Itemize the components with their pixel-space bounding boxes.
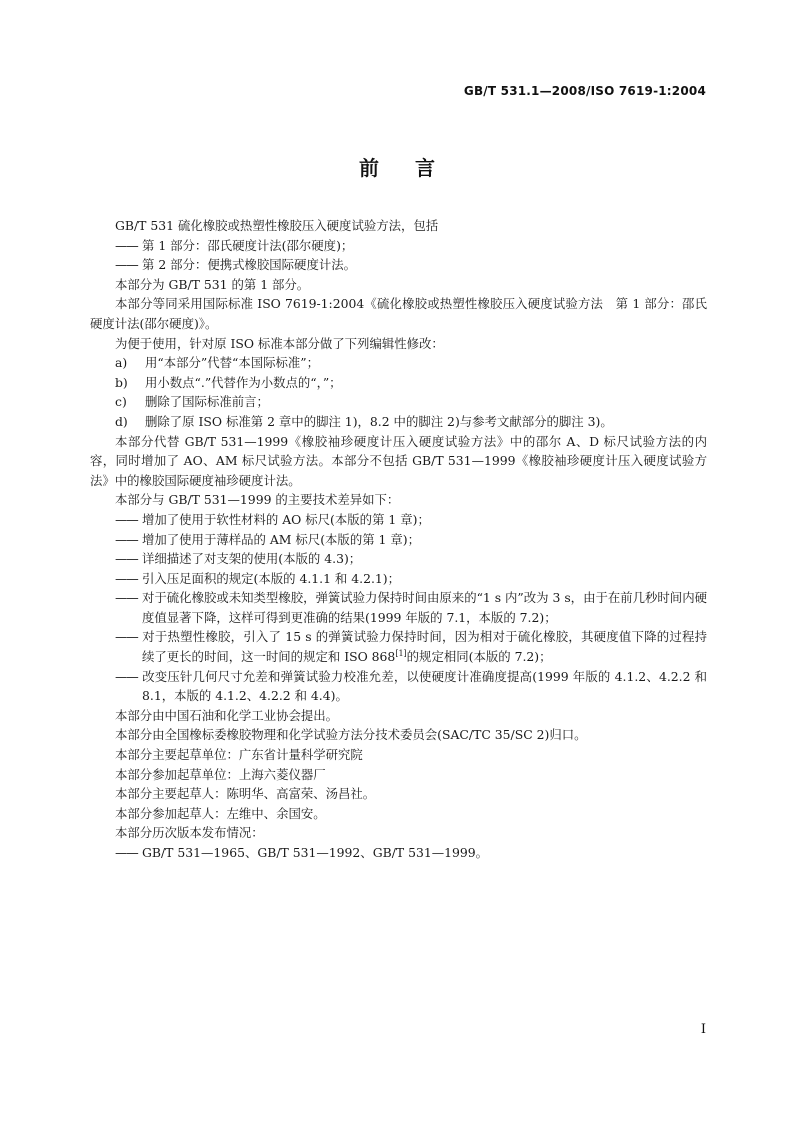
paragraph: 本部分主要起草人：陈明华、高富荣、汤昌社。: [115, 786, 376, 802]
page-title: 前言: [359, 156, 471, 180]
paragraph: 为便于使用，针对原 ISO 标准本部分做了下列编辑性修改：: [115, 335, 444, 351]
list-item: [90, 412, 707, 432]
dash-item: [90, 236, 707, 256]
dash-mark: ——: [115, 531, 138, 547]
dash-mark: ——: [115, 668, 138, 684]
paragraph: 本部分为 GB/T 531 的第 1 部分。: [115, 276, 310, 292]
dash-item-text: 增加了使用于薄样品的 AM 标尺(本版的第 1 章)；: [142, 531, 420, 547]
dash-item-text: 增加了使用于软性材料的 AO 标尺(本版的第 1 章)；: [142, 511, 430, 527]
paragraph: 本部分参加起草单位：上海六菱仪器厂: [115, 766, 326, 782]
paragraph: 本部分参加起草人：左维中、余国安。: [115, 805, 326, 821]
dash-item-text: 第 1 部分：邵氏硬度计法(邵尔硬度)；: [142, 237, 354, 253]
dash-item: [90, 255, 707, 275]
paragraph: 本部分主要起草单位：广东省计量科学研究院: [115, 747, 363, 763]
paragraph: 本部分由全国橡标委橡胶物理和化学试验方法分技术委员会(SAC/TC 35/SC 2)归口。: [115, 727, 587, 743]
dash-item: [90, 569, 707, 589]
paragraph: 本部分与 GB/T 531—1999 的主要技术差异如下：: [115, 492, 400, 508]
dash-item: [90, 530, 707, 550]
dash-item-text: 对于热塑性橡胶，引入了 15 s 的弹簧试验力保持时间，因为相对于硫化橡胶，其硬度值下降的过程持续了更长的时间，这一时间的规定和 ISO 868: [142, 629, 707, 665]
list-text: 用“本部分”代替“本国际标准”；: [145, 355, 320, 371]
paragraph: 本部分由中国石油和化学工业协会提出。: [115, 707, 339, 723]
dash-item-text: 第 2 部分：便携式橡胶国际硬度计法。: [142, 257, 357, 273]
list-label: b): [115, 374, 128, 390]
dash-mark: ——: [115, 590, 138, 606]
list-label: a): [115, 355, 128, 371]
dash-mark: ——: [115, 845, 138, 860]
dash-item: [90, 667, 707, 706]
dash-item-text: GB/T 531—1965、GB/T 531—1992、GB/T 531—1999。: [142, 845, 489, 860]
document-body: [90, 216, 707, 863]
dash-item-text: 的规定相同(本版的 7.2)；: [406, 649, 552, 665]
list-text: 删除了国际标准前言；: [145, 394, 269, 410]
dash-item-text: 引入压足面积的规定(本版的 4.1.1 和 4.2.1)；: [142, 570, 401, 586]
dash-item-text: 详细描述了对支架的使用(本版的 4.3)；: [142, 551, 362, 567]
dash-item: [90, 627, 707, 666]
dash-mark: ——: [115, 570, 138, 586]
list-item: [90, 392, 707, 412]
dash-item-text: 对于硫化橡胶或未知类型橡胶，弹簧试验力保持时间由原来的“1 s 内”改为 3 s，由于在前几秒时间内硬度值显著下降，这样可得到更准确的结果(1999 年版的 7.1，本版的 7.2)；: [142, 590, 707, 625]
list-text: 删除了原 ISO 标准第 2 章中的脚注 1)，8.2 中的脚注 2)与参考文献部分的脚注 3)。: [145, 413, 613, 429]
list-label: d): [115, 413, 128, 429]
dash-item-text: 改变压针几何尺寸允差和弹簧试验力校准允差，以使硬度计准确度提高(1999 年版的 4.1.2、4.2.2 和 8.1，本版的 4.1.2、4.2.2 和 4.4)。: [142, 668, 707, 704]
dash-item: [90, 588, 707, 627]
paragraph: 本部分历次版本发布情况：: [115, 825, 264, 841]
page-number: I: [700, 1022, 706, 1037]
list-label: c): [115, 394, 127, 410]
dash-mark: ——: [115, 551, 138, 567]
list-item: [90, 353, 707, 373]
dash-mark: ——: [115, 257, 138, 273]
paragraph: 本部分等同采用国际标准 ISO 7619-1:2004《硫化橡胶或热塑性橡胶压入硬度试验方法 第 1 部分：邵氏硬度计法(邵尔硬度)》。: [90, 296, 707, 331]
dash-mark: ——: [115, 237, 138, 253]
standard-code: GB/T 531.1—2008/ISO 7619-1:2004: [463, 84, 706, 98]
paragraph: 本部分代替 GB/T 531—1999《橡胶袖珍硬度计压入硬度试验方法》中的邵尔 A、D 标尺试验方法的内容，同时增加了 AO、AM 标尺试验方法。本部分不包括 GB/T 531—1999《橡胶袖珍硬度计压入硬度试验方法》中的橡胶国际硬度袖珍硬度计法。: [90, 433, 707, 488]
dash-mark: ——: [115, 629, 138, 645]
dash-item: [90, 843, 707, 863]
list-text: 用小数点“.”代替作为小数点的“，”；: [145, 374, 342, 390]
list-item: [90, 373, 707, 393]
reference-marker: [1]: [395, 648, 407, 658]
dash-item: [90, 510, 707, 530]
paragraph-intro: GB/T 531 硫化橡胶或热塑性橡胶压入硬度试验方法，包括: [115, 218, 439, 233]
dash-item: [90, 549, 707, 569]
dash-mark: ——: [115, 511, 138, 527]
